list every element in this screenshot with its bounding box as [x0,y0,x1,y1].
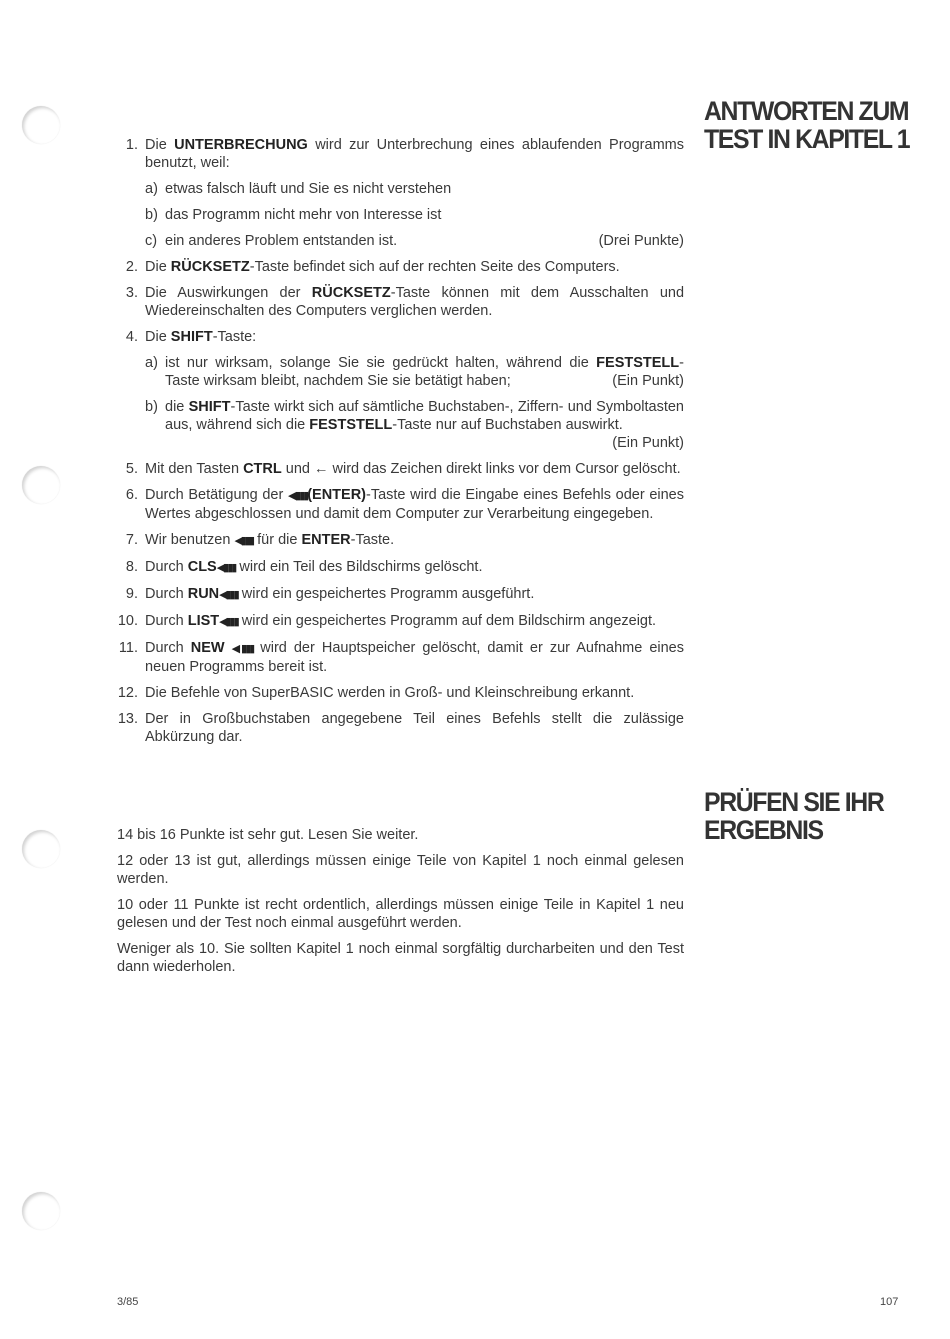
answer-12: 12. Die Befehle von SuperBASIC werden in Groß- und Kleinschreibung erkannt. [117,685,635,701]
answer-1-b: b) das Programm nicht mehr von Interesse ist [145,207,442,223]
punch-hole-1 [22,106,60,144]
enter-key-icon: ◀▮▮▮ [231,643,254,655]
answer-8: 8. Durch CLS◀▮▮▮ wird ein Teil des Bildschirms gelöscht. [125,559,483,575]
punch-hole-3 [22,830,60,868]
enter-key-icon: ◀▮▮▮ [287,490,308,502]
answer-7: 7. Wir benutzen ◀▮▮▮ für die ENTER-Taste. [125,532,395,548]
heading-check-results [704,788,916,844]
answer-text: Die UNTERBRECHUNG wird zur Unterbrechung eines ablaufenden Programms benutzt, weil: [145,137,684,171]
enter-key-icon: ◀▮▮▮ [234,535,254,547]
answer-6: 6. Durch Betätigung der ◀▮▮▮(ENTER)-Taste wird die Eingabe eines Befehls oder eines Wertes abgeschlossen und damit dem Computer zur Verarbeitung eingegeben. [125,487,684,522]
answer-2: 2. Die RÜCKSETZ-Taste befindet sich auf der rechten Seite des Computers. [125,259,620,275]
answer-3: 3. Die Auswirkungen der RÜCKSETZ-Taste können mit dem Ausschalten und Wiedereinschalten des Computers verglichen werden. [125,285,685,319]
answer-4-a: a) ist nur wirksam, solange Sie sie gedrückt halten, während die FESTSTELL-Taste wirksam bleibt, nachdem Sie sie betätigt haben; (Ein Punkt) [145,355,684,389]
result-poor: Weniger als 10. Sie sollten Kapitel 1 noch einmal sorgfältig durcharbeiten und den Test dann wiederholen. [117,941,684,975]
answer-4: 4. Die SHIFT-Taste: [125,329,257,345]
answer-5: 5. Mit den Tasten CTRL und ← wird das Zeichen direkt links vor dem Cursor gelöscht. [125,461,681,477]
enter-key-icon: ◀▮▮▮ [216,562,236,574]
heading-check-line1: PRÜFEN SIE IHR [704,787,884,817]
punch-hole-2 [22,466,60,504]
answer-10: 10. Durch LIST◀▮▮▮ wird ein gespeichertes Programm auf dem Bildschirm angezeigt. [117,613,657,629]
enter-key-icon: ◀▮▮▮ [219,616,238,628]
points-label: (Drei Punkte) [598,233,684,249]
heading-answers [704,97,916,153]
answer-4-b: b) die SHIFT-Taste wirkt sich auf sämtliche Buchstaben-, Ziffern- und Symboltasten aus, während sich die FESTSTELL-Taste nur auf Buchstaben auswirkt. (Ein Punkt) [145,399,684,451]
answer-1-c: c) ein anderes Problem entstanden ist. (Drei Punkte) [145,233,684,249]
result-good: 12 oder 13 ist gut, allerdings müssen einige Teile von Kapitel 1 noch einmal gelesen werden. [117,853,684,887]
answers-list [110,136,684,746]
punch-hole-4 [22,1192,60,1230]
results-summary [117,826,684,984]
enter-key-icon: ◀▮▮▮ [219,589,238,601]
heading-answers-line1: ANTWORTEN ZUM [704,96,909,126]
heading-check-line2: ERGEBNIS [704,815,823,845]
answer-11: 11. Durch NEW ◀▮▮▮ wird der Hauptspeicher gelöscht, damit er zur Aufnahme eines neuen Programms bereit ist. [118,640,684,675]
page-number: 107 [880,1296,899,1308]
answer-1 [110,136,684,172]
heading-answers-line2: TEST IN KAPITEL 1 [704,124,910,154]
keyword-unterbrechung: UNTERBRECHUNG [174,137,308,153]
answer-number: 1. [125,137,138,153]
footer-date: 3/85 [117,1296,139,1308]
answer-13: 13. Der in Großbuchstaben angegebene Teil eines Befehls stellt die zulässige Abkürzung dar. [117,711,684,745]
points-label: (Ein Punkt) [612,373,684,389]
points-label: (Ein Punkt) [612,435,684,451]
result-fair: 10 oder 11 Punkte ist recht ordentlich, allerdings müssen einige Teile in Kapitel 1 neu gelesen und der Test noch einmal ausgeführt werden. [117,897,684,931]
left-arrow-icon: ← [314,461,329,477]
answer-9: 9. Durch RUN◀▮▮▮ wird ein gespeichertes Programm ausgeführt. [125,586,535,602]
result-excellent: 14 bis 16 Punkte ist sehr gut. Lesen Sie weiter. [117,827,419,843]
answer-1-a: a) etwas falsch läuft und Sie es nicht verstehen [145,181,452,197]
